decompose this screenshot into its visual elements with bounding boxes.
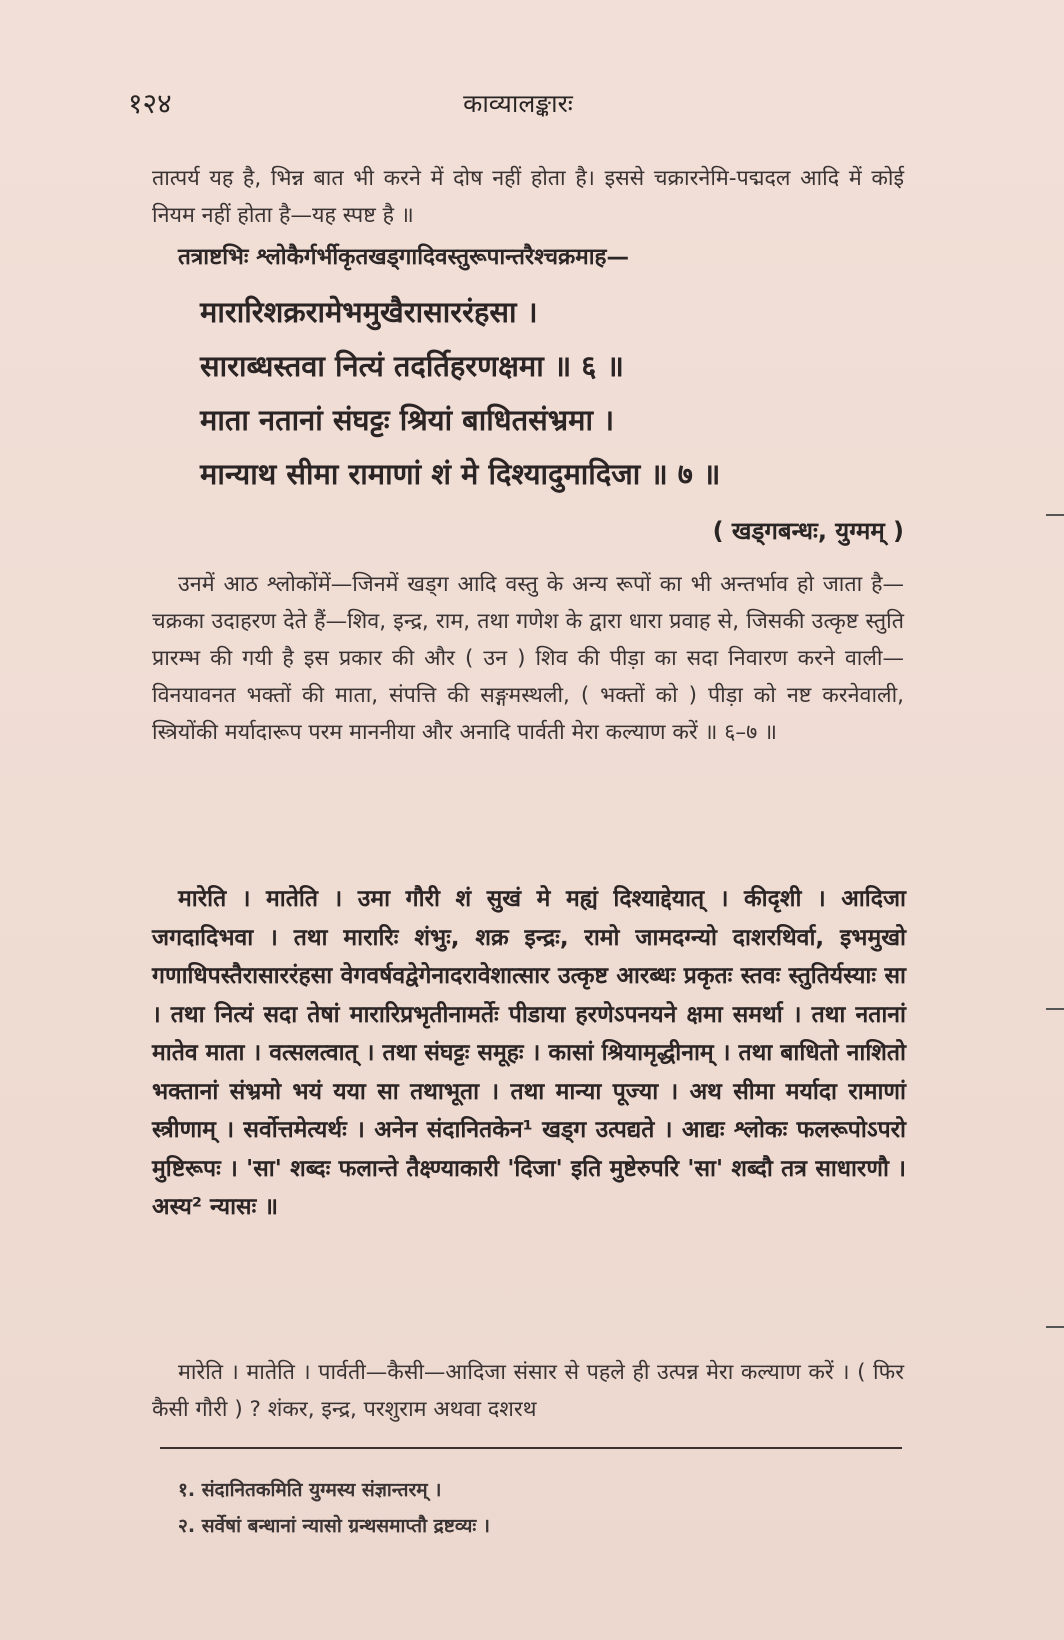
- verse-line: मारारिशक्ररामेभमुखैरासाररंहसा ।: [200, 295, 538, 329]
- verse-line: साराब्धस्तवा नित्यं तदर्तिहरणक्षमा ॥ ६ ॥: [200, 349, 624, 383]
- edge-mark: [1046, 514, 1064, 516]
- sanskrit-commentary: मारेति । मातेति । उमा गौरी शं सुखं मे मह्यं दिश्याद्देयात् । कीदृशी । आदिजा जगदादिभवा । तथा मारारिः शंभुः, शक्र इन्द्रः, रामो जामदग्न्यो दाशरथिर्वा, इभमुखो गणाधिपस्तैरासाररंहसा वेगवर्षवद्वेगेनादरावेशात्सार उत्कृष्ट आरब्धः प्रकृतः स्तवः स्तुतिर्यस्याः सा । तथा नित्यं सदा तेषां मारारिप्रभृतीनामर्तेः पीडाया हरणेऽपनयने क्षमा समर्था । तथा नतानां मातेव माता । वत्सलत्वात् । तथा संघट्टः समूहः । कासां श्रियामृद्धीनाम् । तथा बाधितो नाशितो भक्तानां संभ्रमो भयं यया सा तथाभूता । तथा मान्या पूज्या । अथ सीमा मर्यादा रामाणां स्त्रीणाम् । सर्वोत्तमेत्यर्थः । अनेन संदानितकेन¹ खड्ग उत्पद्यते । आद्यः श्लोकः फलरूपोऽपरो मुष्टिरूपः । 'सा' शब्दः फलान्ते तैक्ष्ण्याकारी 'दिजा' इति मुष्टेरुपरि 'सा' शब्दौ तत्र साधारणौ । अस्य² न्यासः ॥: [152, 886, 906, 1220]
- verse-line: मान्याथ सीमा रामाणां शं मे दिश्यादुमादिजा ॥ ७ ॥: [200, 457, 721, 491]
- page-header: [128, 84, 908, 124]
- translation-paragraph: उनमें आठ श्लोकोंमें—जिनमें खड्ग आदि वस्तु के अन्य रूपों का भी अन्तर्भाव हो जाता है—चक्रका उदाहरण देते हैं—शिव, इन्द्र, राम, तथा गणेश के द्वारा धारा प्रवाह से, जिसकी उत्कृष्ट स्तुति प्रारम्भ की गयी है इस प्रकार की और ( उन ) शिव की पीड़ा का सदा निवारण करने वाली—विनयावनत भक्तों की माता, संपत्ति की सङ्गमस्थली, ( भक्तों को ) पीड़ा को नष्ट करनेवाली, स्त्रियोंकी मर्यादारूप परम माननीया और अनादि पार्वती मेरा कल्याण करें ॥ ६–७ ॥: [152, 572, 904, 745]
- edge-mark: [1046, 1008, 1064, 1010]
- intro-paragraph: तात्पर्य यह है, भिन्न बात भी करने में दोष नहीं होता है। इससे चक्रारनेमि-पद्मदल आदि में कोई नियम नहीं होता है—यह स्पष्ट है ॥: [152, 166, 904, 228]
- page-number: १२४: [128, 87, 172, 120]
- hindi-commentary: मारेति । मातेति । पार्वती—कैसी—आदिजा संसार से पहले ही उत्पन्न मेरा कल्याण करें । ( फिर कैसी गौरी ) ? शंकर, इन्द्र, परशुराम अथवा दशरथ: [152, 1360, 904, 1422]
- footnote: २. सर्वेषां बन्धानां न्यासो ग्रन्थसमाप्तौ द्रष्टव्यः ।: [178, 1515, 490, 1537]
- edge-mark: [1046, 1326, 1064, 1328]
- footnote-divider: [160, 1447, 902, 1449]
- verse-introduction: तत्राष्टभिः श्लोकैर्गर्भीकृतखड्गादिवस्तुरूपान्तरैश्चक्रमाह—: [178, 244, 629, 270]
- footnote: १. संदानितकमिति युग्मस्य संज्ञान्तरम् ।: [178, 1479, 442, 1501]
- verse-tag: ( खड्गबन्धः, युग्मम् ): [712, 517, 904, 545]
- verse-line: माता नतानां संघट्टः श्रियां बाधितसंभ्रमा ।: [200, 403, 615, 437]
- running-title: काव्यालङ्कारः: [463, 89, 573, 118]
